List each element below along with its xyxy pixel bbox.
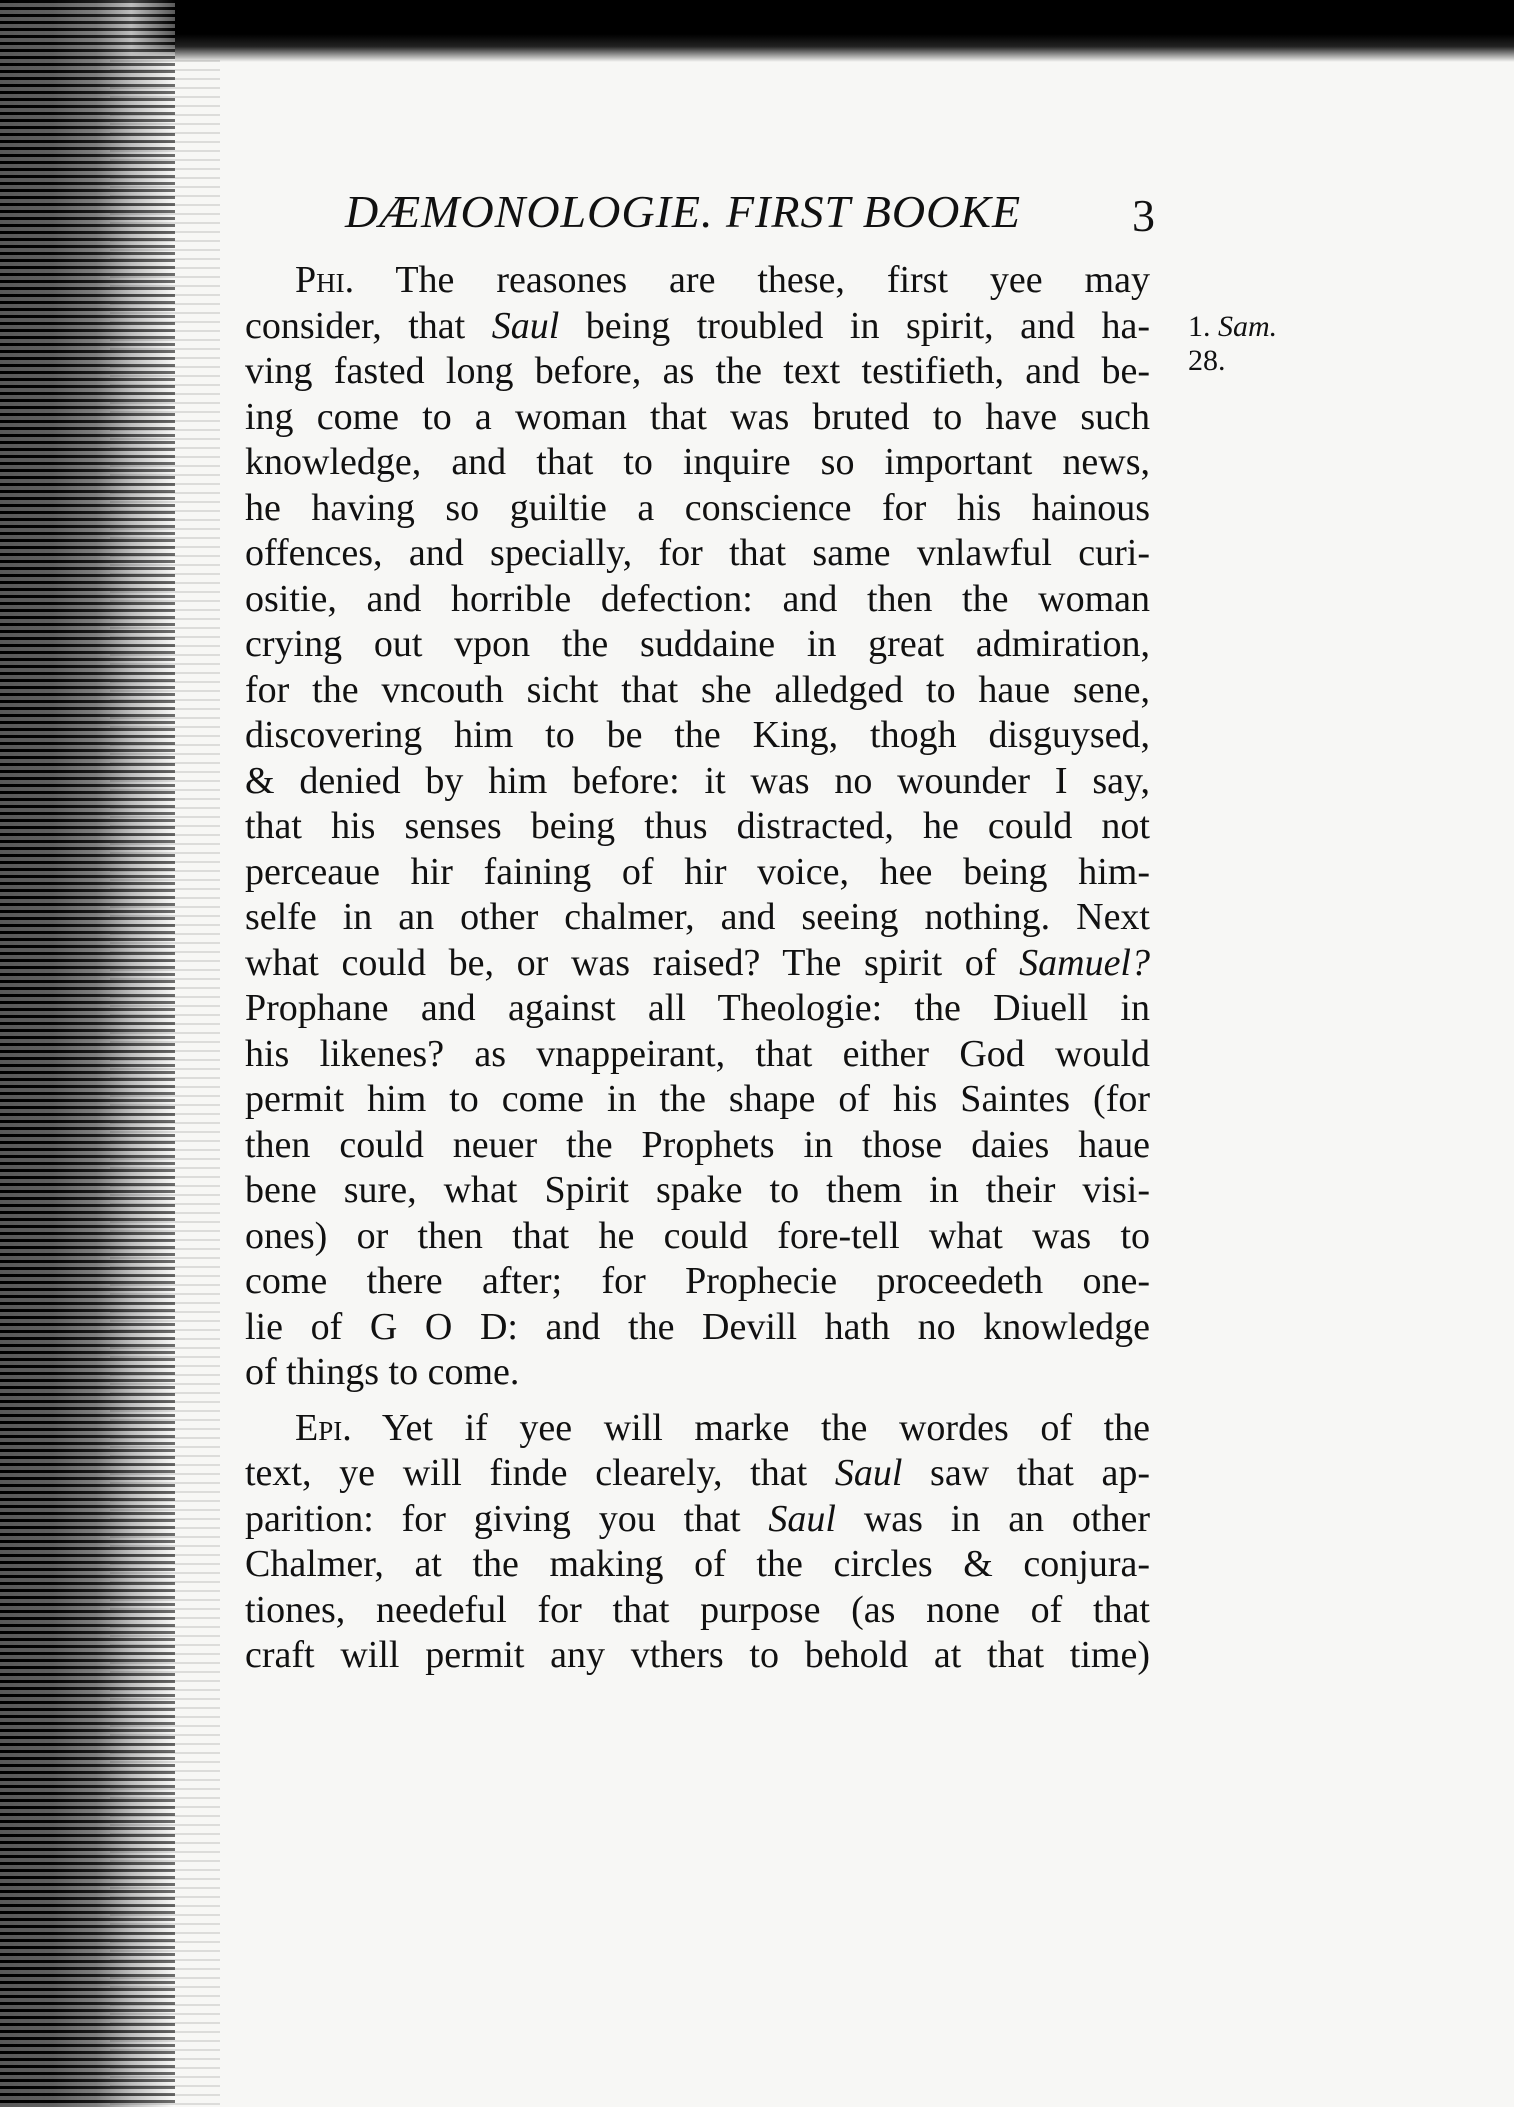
italic-name: Saul: [834, 1452, 903, 1494]
spine-texture: [110, 60, 220, 2107]
body-text: [245, 258, 1150, 1679]
text-line-content: consider, that: [245, 304, 492, 347]
text-line: that his senses being thus distracted, he could not: [245, 805, 1150, 847]
margin-reference: [1188, 310, 1277, 378]
paragraph-gap: [245, 1396, 1150, 1406]
margin-reference-line-1: [1188, 310, 1277, 344]
text-line: ones) or then that he could fore-tell what was to: [245, 1214, 1150, 1257]
text-line: lie of G O D: and the Devill hath no knowledge: [245, 1305, 1150, 1348]
italic-name: Samuel?: [1019, 941, 1150, 984]
text-line: tiones, needeful for that purpose (as none of that: [245, 1588, 1150, 1631]
text-line-content: saw that ap-: [902, 1452, 1150, 1494]
italic-name: Saul: [491, 304, 560, 347]
text-line-content: Yet if yee will marke the wordes of the: [381, 1406, 1150, 1449]
italic-name: Saul: [768, 1497, 836, 1540]
text-line: craft will permit any vthers to behold at that time): [245, 1634, 1150, 1676]
text-line: permit him to come in the shape of his Saintes (for: [245, 1078, 1150, 1120]
text-line: [245, 1406, 1150, 1452]
text-line: & denied by him before: it was no wounder I say,: [245, 759, 1150, 802]
margin-ref-book: Sam.: [1218, 310, 1278, 343]
text-line-content: text, ye will finde clearely, that: [245, 1452, 835, 1494]
text-line: knowledge, and that to inquire so important news,: [245, 441, 1150, 483]
text-line-content: was in an other: [835, 1497, 1150, 1540]
text-line: [245, 1451, 1150, 1497]
text-line: his likenes? as vnappeirant, that either God would: [245, 1032, 1150, 1075]
text-line-content: being troubled in spirit, and ha-: [559, 304, 1150, 347]
running-title: DÆMONOLOGIE. FIRST BOOKE: [345, 186, 1022, 237]
page-header: [345, 185, 1155, 255]
text-line: Chalmer, at the making of the circles & conjura-: [245, 1543, 1150, 1585]
text-line: ositie, and horrible defection: and then the woman: [245, 577, 1150, 620]
text-line: Prophane and against all Theologie: the Diuell in: [245, 987, 1150, 1029]
margin-reference-line-2: 28.: [1188, 344, 1226, 377]
page-number: 3: [1132, 190, 1155, 241]
text-line: [245, 941, 1150, 987]
text-line: for the vncouth sicht that she alledged to haue sene,: [245, 668, 1150, 711]
page-top-shadow: [0, 0, 1514, 62]
text-line: come there after; for Prophecie proceedeth one-: [245, 1260, 1150, 1302]
text-line: bene sure, what Spirit spake to them in their visi-: [245, 1169, 1150, 1211]
text-line: he having so guiltie a conscience for his hainous: [245, 486, 1150, 529]
text-line: [245, 1497, 1150, 1543]
margin-ref-number: 1.: [1188, 310, 1211, 343]
speaker-label: Phi.: [295, 259, 355, 301]
text-line-content: parition: for giving you that: [245, 1497, 769, 1540]
text-line-content: what could be, or was raised? The spirit of: [245, 941, 1020, 984]
speaker-label: Epi.: [295, 1406, 352, 1449]
text-line: offences, and specially, for that same vnlawful curi-: [245, 532, 1150, 574]
text-line: ving fasted long before, as the text testifieth, and be-: [245, 350, 1150, 392]
text-line: perceaue hir faining of hir voice, hee being him-: [245, 850, 1150, 893]
text-line: crying out vpon the suddaine in great admiration,: [245, 623, 1150, 665]
text-line: of things to come.: [245, 1351, 520, 1393]
text-line: discovering him to be the King, thogh disguysed,: [245, 714, 1150, 756]
text-line: [245, 304, 1150, 350]
text-line-content: The reasones are these, first yee may: [395, 259, 1150, 301]
text-line: then could neuer the Prophets in those daies haue: [245, 1123, 1150, 1166]
text-line: selfe in an other chalmer, and seeing nothing. Next: [245, 896, 1150, 938]
text-line: ing come to a woman that was bruted to have such: [245, 395, 1150, 438]
text-line: [245, 258, 1150, 304]
